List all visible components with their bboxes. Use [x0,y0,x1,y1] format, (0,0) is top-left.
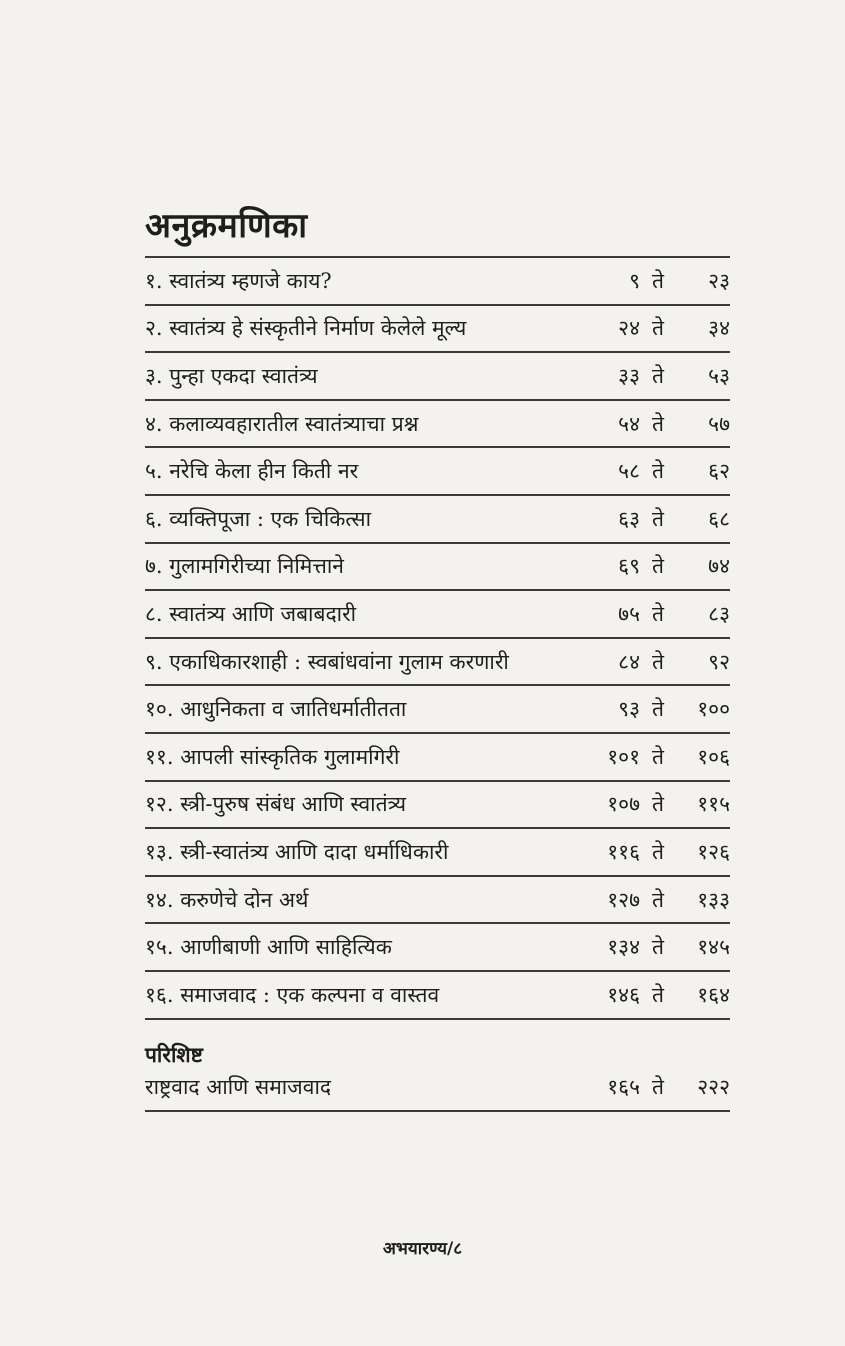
page-range-separator: ते [652,697,664,722]
page-to: ६२ [708,459,730,484]
page-to: १६४ [697,982,730,1007]
page-range-separator: ते [652,554,664,579]
page-range-separator: ते [652,649,664,674]
page-from: ११६ [607,839,640,864]
toc-entry-pages [586,981,730,1009]
page-from: ८४ [618,649,640,674]
toc-entry-label: ४. कलाव्यवहारातील स्वातंत्र्याचा प्रश्न [145,411,419,436]
page-to: ७४ [708,554,730,579]
page-range-separator: ते [652,935,664,960]
page-from: १२७ [607,887,640,912]
toc-row [145,591,730,639]
toc-entry-label: १२. स्त्री-पुरुष संबंध आणि स्वातंत्र्य [145,792,407,817]
page-range-separator: ते [652,887,664,912]
toc-entry-pages [586,886,730,914]
toc-entry-pages [586,933,730,961]
page-from: १०१ [607,744,640,769]
toc-entry-pages [586,314,730,342]
toc-entry-pages [586,648,730,676]
page-from: १३४ [607,935,640,960]
toc-entry-pages [586,362,730,390]
page-to: ११५ [697,792,730,817]
page-from: ५४ [618,411,640,436]
page-range-separator: ते [652,268,664,293]
toc-row [145,448,730,496]
toc-entry-label: १३. स्त्री-स्वातंत्र्य आणि दादा धर्माधिकारी [145,839,449,864]
page-to: १०६ [697,744,730,769]
toc-row [145,544,730,592]
page-to: १३३ [697,887,730,912]
page-to: ३४ [708,316,730,341]
toc-entry-label: ६. व्यक्तिपूजा : एक चिकित्सा [145,506,372,531]
toc-entry-pages [586,790,730,818]
page-to: २२२ [697,1075,730,1099]
toc-row [145,877,730,925]
toc-entry-label: ५. नरेचि केला हीन किती नर [145,459,359,484]
page-range-separator: ते [652,601,664,626]
page-from: १४६ [607,982,640,1007]
toc-row [145,639,730,687]
toc-entry-pages [586,743,730,771]
page-to: ५७ [708,411,730,436]
appendix-row [145,1070,730,1104]
toc-entry-label: ३. पुन्हा एकदा स्वातंत्र्य [145,363,318,388]
page-range-separator: ते [652,839,664,864]
page-from: ७५ [618,601,640,626]
toc-entry-label: १. स्वातंत्र्य म्हणजे काय? [145,268,332,293]
page-from: २४ [618,316,640,341]
page-range-separator: ते [652,982,664,1007]
toc-title: अनुक्रमणिका [145,206,308,246]
toc-entry-label: १५. आणीबाणी आणि साहित्यिक [145,935,392,960]
toc-entry-label: ७. गुलामगिरीच्या निमित्ताने [145,554,344,579]
page-from: १६५ [607,1075,640,1099]
toc-row [145,924,730,972]
appendix-entry-label: राष्ट्रवाद आणि समाजवाद [145,1075,332,1099]
toc-entry-label: ९. एकाधिकारशाही : स्वबांधवांना गुलाम करणारी [145,649,509,674]
appendix-section [145,1040,730,1112]
toc-row [145,496,730,544]
toc-row [145,782,730,830]
page-to: १०० [697,697,730,722]
page-range-separator: ते [652,459,664,484]
toc-entry-pages [586,410,730,438]
toc-row [145,972,730,1020]
appendix-entry-pages [586,1073,730,1101]
page-range-separator: ते [652,792,664,817]
page-from: ५८ [618,459,640,484]
toc-row [145,353,730,401]
page-from: १०७ [607,792,640,817]
toc-table [145,256,730,1020]
page-range-separator: ते [652,411,664,436]
page-to: ९२ [708,649,730,674]
page-from: ६३ [618,506,640,531]
toc-row [145,306,730,354]
toc-entry-label: १४. करुणेचे दोन अर्थ [145,887,309,912]
toc-entry-pages [586,695,730,723]
page-range-separator: ते [652,363,664,388]
toc-entry-label: १६. समाजवाद : एक कल्पना व वास्तव [145,982,440,1007]
toc-entry-pages [586,600,730,628]
page-range-separator: ते [652,1075,664,1099]
page-from: ३३ [618,363,640,388]
toc-row [145,258,730,306]
toc-entry-pages [586,457,730,485]
toc-row [145,401,730,449]
page-to: १४५ [697,935,730,960]
page-to: ५३ [708,363,730,388]
toc-entry-pages [586,552,730,580]
toc-entry-label: १०. आधुनिकता व जातिधर्मातीतता [145,697,407,722]
appendix-heading: परिशिष्ट [145,1042,203,1067]
toc-row [145,734,730,782]
toc-entry-pages [586,505,730,533]
page-to: ६८ [708,506,730,531]
toc-entry-pages [586,838,730,866]
page-footer: अभयारण्य/८ [382,1239,463,1259]
page-from: ६९ [618,554,640,579]
page-from: ९ [629,268,640,293]
page-to: १२६ [697,839,730,864]
toc-entry-pages [586,267,730,295]
page-from: ९३ [618,697,640,722]
toc-entry-label: २. स्वातंत्र्य हे संस्कृतीने निर्माण केलेले मूल्य [145,316,467,341]
toc-row [145,829,730,877]
page-range-separator: ते [652,506,664,531]
toc-entry-label: ११. आपली सांस्कृतिक गुलामगिरी [145,744,400,769]
page-range-separator: ते [652,316,664,341]
page-to: २३ [708,268,730,293]
toc-row [145,686,730,734]
page-to: ८३ [708,601,730,626]
toc-entry-label: ८. स्वातंत्र्य आणि जबाबदारी [145,601,357,626]
page-range-separator: ते [652,744,664,769]
